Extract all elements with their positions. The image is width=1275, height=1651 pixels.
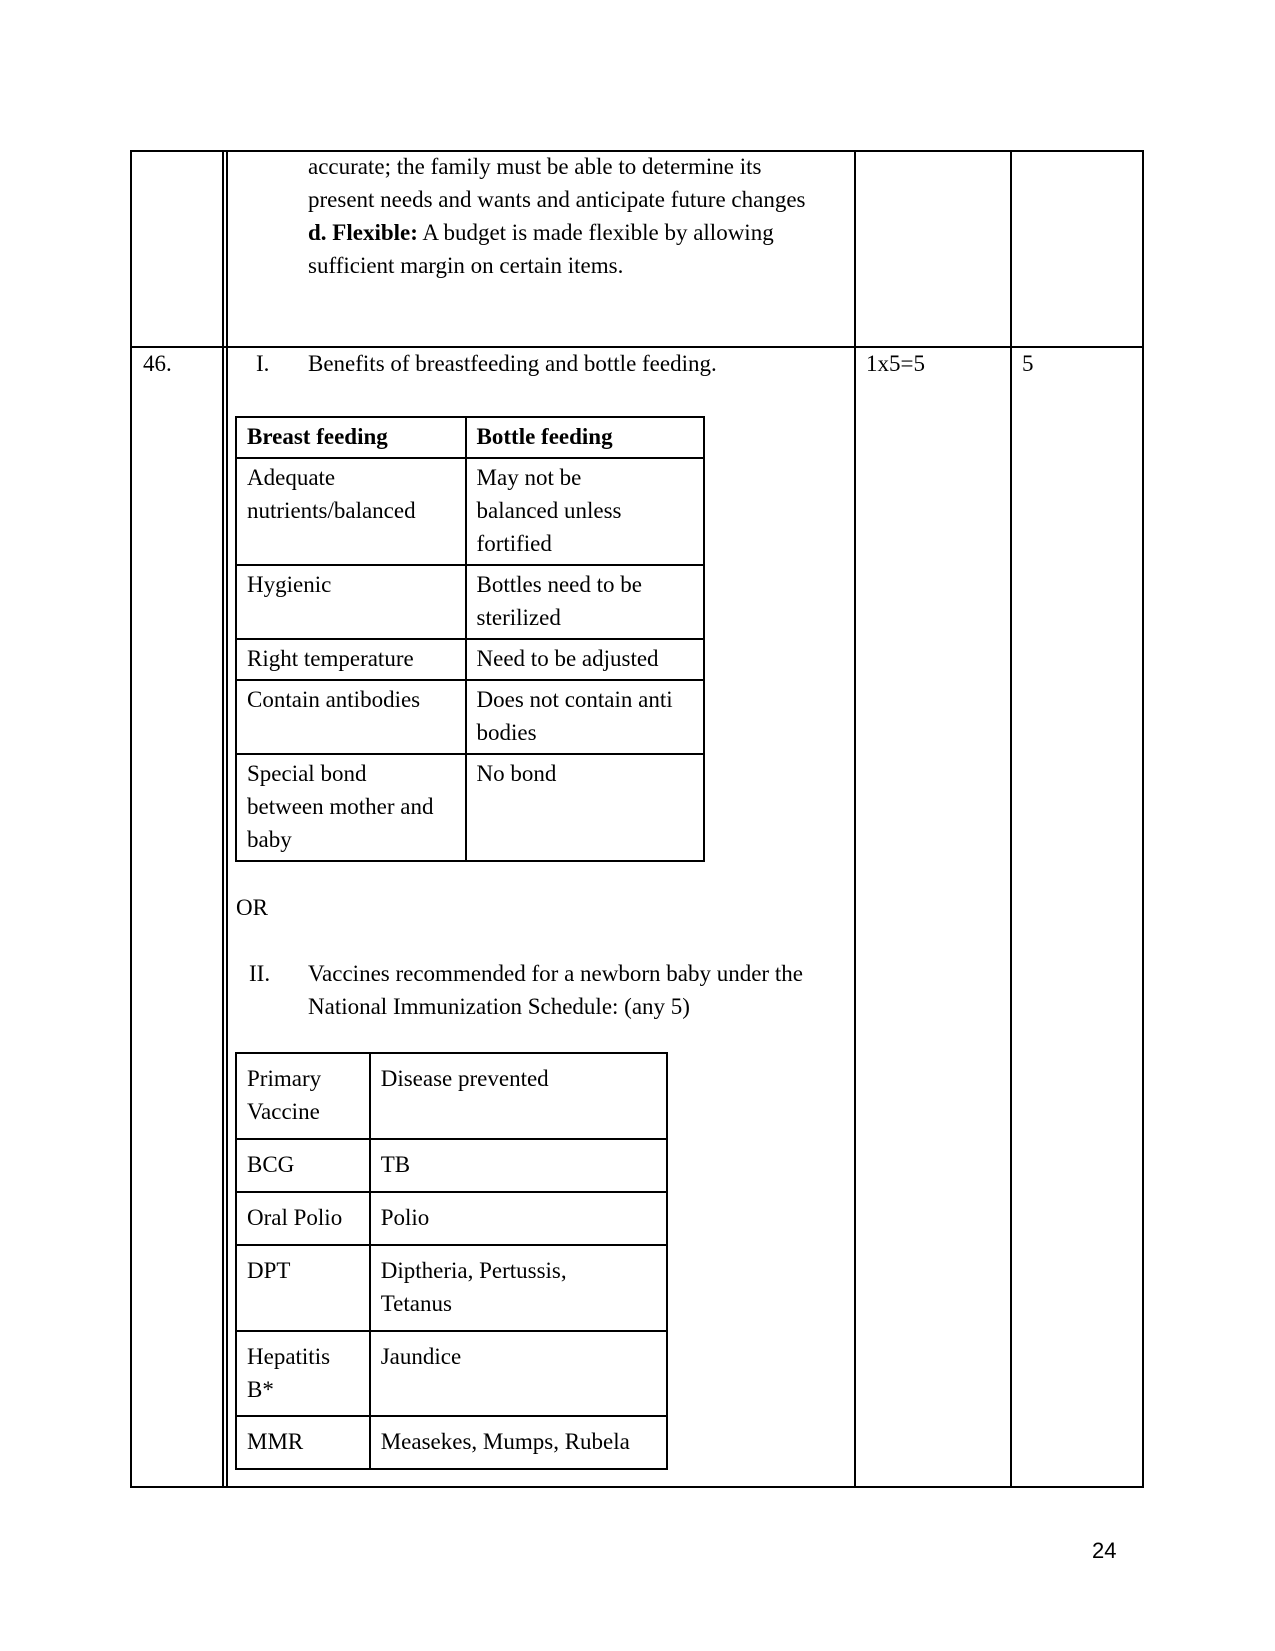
page-number: 24 bbox=[1092, 1538, 1117, 1563]
table-header-row bbox=[236, 1053, 667, 1139]
table-cell: Oral Polio bbox=[236, 1192, 370, 1245]
table-cell: Need to be adjusted bbox=[466, 639, 704, 680]
table-cell: TB bbox=[370, 1139, 667, 1192]
table-cell: Hygienic bbox=[236, 565, 466, 639]
table-cell: Special bond between mother and baby bbox=[236, 754, 466, 861]
table-cell: May not be balanced unless fortified bbox=[466, 458, 704, 565]
marks-split: 1x5=5 bbox=[866, 351, 925, 376]
feeding-table-body bbox=[236, 417, 704, 861]
part1-heading: Benefits of breastfeeding and bottle feeding. bbox=[308, 351, 717, 376]
column-divider bbox=[1010, 152, 1012, 1486]
table-cell: DPT bbox=[236, 1245, 370, 1331]
continued-line-4: sufficient margin on certain items. bbox=[308, 253, 624, 278]
table-header-cell: Disease prevented bbox=[370, 1053, 667, 1139]
column-divider bbox=[226, 152, 228, 1486]
or-label: OR bbox=[236, 895, 268, 920]
vaccine-table-body bbox=[236, 1053, 667, 1469]
table-row bbox=[236, 565, 704, 639]
table-cell: Hepatitis B* bbox=[236, 1331, 370, 1416]
flexible-label: d. Flexible: bbox=[308, 220, 418, 245]
table-cell: Contain antibodies bbox=[236, 680, 466, 754]
part2-heading-line-2: National Immunization Schedule: (any 5) bbox=[308, 994, 690, 1019]
table-cell: Right temperature bbox=[236, 639, 466, 680]
table-cell: Does not contain anti bodies bbox=[466, 680, 704, 754]
part2-numeral: II. bbox=[249, 961, 271, 986]
table-header-cell: Breast feeding bbox=[236, 417, 466, 458]
table-cell: Measekes, Mumps, Rubela bbox=[370, 1416, 667, 1469]
table-cell: No bond bbox=[466, 754, 704, 861]
part1-numeral: I. bbox=[256, 351, 270, 376]
table-row bbox=[236, 458, 704, 565]
continued-line-2: present needs and wants and anticipate future changes bbox=[308, 187, 806, 212]
table-row bbox=[236, 1331, 667, 1416]
table-row bbox=[236, 1139, 667, 1192]
table-row bbox=[236, 1416, 667, 1469]
table-header-cell: Primary Vaccine bbox=[236, 1053, 370, 1139]
table-cell: Jaundice bbox=[370, 1331, 667, 1416]
flexible-text: A budget is made flexible by allowing bbox=[417, 220, 774, 245]
table-cell: MMR bbox=[236, 1416, 370, 1469]
part2-heading-line-1: Vaccines recommended for a newborn baby under the bbox=[308, 961, 803, 986]
table-cell: Diptheria, Pertussis, Tetanus bbox=[370, 1245, 667, 1331]
table-cell: Polio bbox=[370, 1192, 667, 1245]
feeding-comparison-table bbox=[235, 416, 705, 862]
table-row bbox=[236, 680, 704, 754]
answer-key-table bbox=[130, 150, 1144, 1488]
table-header-cell: Bottle feeding bbox=[466, 417, 704, 458]
table-row bbox=[236, 1192, 667, 1245]
total-marks: 5 bbox=[1022, 351, 1034, 376]
table-row bbox=[236, 1245, 667, 1331]
question-number: 46. bbox=[143, 351, 172, 376]
continued-line-3 bbox=[308, 216, 774, 249]
column-divider bbox=[222, 152, 224, 1486]
vaccine-table bbox=[235, 1052, 668, 1470]
table-header-row bbox=[236, 417, 704, 458]
column-divider bbox=[854, 152, 856, 1486]
table-row bbox=[236, 754, 704, 861]
table-cell: Adequate nutrients/balanced bbox=[236, 458, 466, 565]
table-cell: BCG bbox=[236, 1139, 370, 1192]
table-cell: Bottles need to be sterilized bbox=[466, 565, 704, 639]
table-row bbox=[236, 639, 704, 680]
continued-line-1: accurate; the family must be able to determine its bbox=[308, 154, 762, 179]
